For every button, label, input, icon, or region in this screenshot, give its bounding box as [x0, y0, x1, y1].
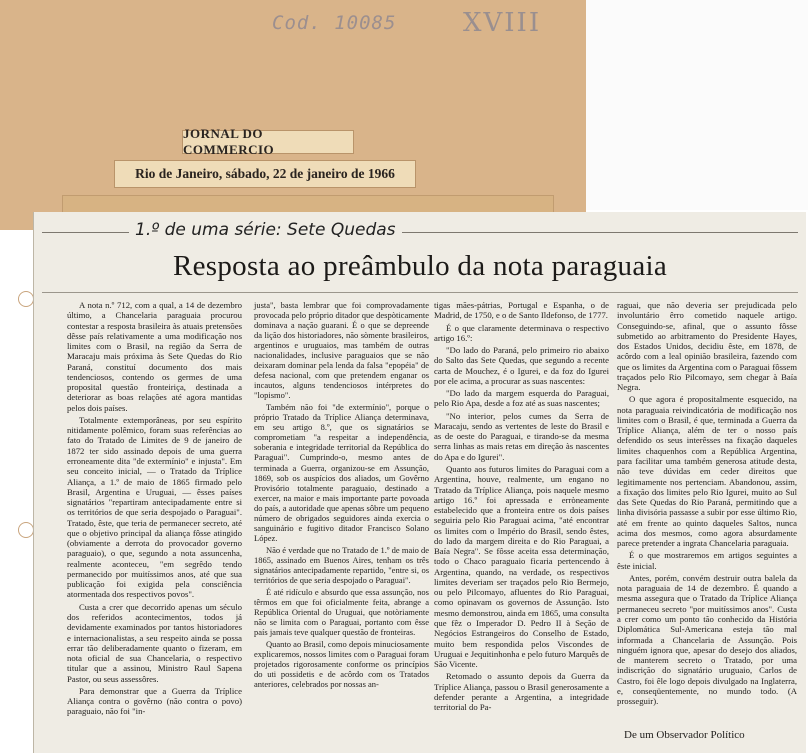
paragraph: raguai, que não deveria ser prejudicada pelo involuntário êrro cometido naquele artigo. Conseguindo-se, afinal, que o assunto fôsse submetido ao arbitramento do Presidente Hayes, dos Estados Unidos, decidiu êste, em 1878, de acôrdo com a leal opinião brasileira, fazendo com que os limites da Argentina com o Paraguai fôssem traçados pelo Rio Pilcomayo, sem chegar à Baía Negra.	[617, 300, 797, 393]
archive-code: Cod. 10085	[272, 12, 397, 34]
paragraph: Quanto ao Brasil, como depois minuciosamente explicaremos, nossos limites com o Paraguai foram projetados rigorosamente conforme os princípios do uti possidetis e de acôrdo com os Tratados anteriores, celebrados por nossas an-	[254, 639, 429, 690]
punch-hole	[18, 291, 34, 307]
roman-numeral-mark: XVIII	[463, 8, 542, 38]
article-column-3	[434, 300, 609, 714]
newspaper-dateline: Rio de Janeiro, sábado, 22 de janeiro de 1966	[114, 160, 416, 188]
paragraph: Antes, porém, convém destruir outra balela da nota paraguaia de 14 de dezembro. É quando a mesma assegura que o Tratado da Tríplice Aliança permaneceu secreto "por muitíssimos anos". Custa a crer como um ponto tão conhecido da História Diplomática Sul-Americana esteja tão mal informada a Chancelaria de Assunção. Pois ninguém ignora que, apesar do desejo dos aliados, de manterem secreto o Tratado, por uma indiscrição do signatário uruguaio, Carlos de Castro, foi êle logo depois divulgado na Inglaterra, e, conseqüentemente, no mundo todo. (A prosseguir).	[617, 572, 797, 707]
paragraph: É o que mostraremos em artigos seguintes a êste inicial.	[617, 550, 797, 571]
paragraph: "Do lado do Paraná, pelo primeiro rio abaixo do Salto das Sete Quedas, que segundo a recente carta de Mouchez, é o Igurei, e da foz do Igurei por ele acima, a procurar as suas nascentes:	[434, 345, 609, 386]
article-column-4	[617, 300, 797, 708]
paragraph: tigas mães-pátrias, Portugal e Espanha, o de Madrid, de 1750, e o de Santo Ildefonso, de 1777.	[434, 300, 609, 321]
paragraph: "Do lado da margem esquerda do Paraguai, pelo Rio Apa, desde a foz até as suas nascentes;	[434, 388, 609, 409]
paragraph: É até ridículo e absurdo que essa assunção, nos têrmos em que foi oficialmente feita, abrange a República Oriental do Uruguai, que notòriamente não se limita com o Paraguai, portanto com êsse país jamais teve qualquer questão de fronteiras.	[254, 586, 429, 637]
paragraph: "No interior, pelos cumes da Serra de Maracaju, sendo as vertentes de leste do Brasil e as de oeste do Paraguai, e tirando-se da mesma serra linhas as mais retas em direção às nascentes do Apa e do Igurei".	[434, 410, 609, 462]
paragraph: É o que claramente determinava o respectivo artigo 16.º:	[434, 322, 609, 343]
paragraph: justa", basta lembrar que foi comprovadamente provocada pelo próprio ditador que despòticamente dominava a nação guarani. É o que se depreende da lição dos historiadores, não sòmente brasileiros, argentinos e uruguaios, mas também de outras nacionalidades, inclusive paraguaios que se não deixaram dominar pela lenda da falsa "epopéia" de defesa nacional, com que pretendem enganar os incautos, alguns tendenciosos intérpretes do "lopismo".	[254, 300, 429, 401]
punch-hole	[18, 522, 34, 538]
paragraph: Não é verdade que no Tratado de 1.º de maio de 1865, assinado em Buenos Aires, tenham os três signatários antecipadamente repartido, "entre si, os territórios de que seria despojado o Paraguai".	[254, 544, 429, 585]
paragraph: Quanto aos futuros limites do Paraguai com a Argentina, houve, realmente, um engano no Tratado da Tríplice Aliança, pois naquele mesmo artigo 16.º foi apressada e erròneamente estabelecido que a fronteira entre os dois países seguiria pelo Rio Paraguai acima, "até encontrar os limites com o Império do Brasil, sendo êstes, do lado da margem direita e do Rio Paraguai, a Baía Negra". Se fôsse aceita essa determinação, todo o Chaco paraguaio ficaria pertencendo à Argentina, quando, na verdade, os respectivos limites deveriam ser traçados pelo Rio Bermejo, ou pelo Pilcomayo, afluentes do Rio Paraguai, como opinavam os governos de Assunção. Isto mesmo demonstrou, ainda em 1865, uma consulta que fêz o Imperador D. Pedro II à Seção de Negócios Estrangeiros do Conselho de Estado, muito bem respondida pelos Viscondes de Uruguai e Jequitinhonha e pelo futuro Marquês de São Vicente.	[434, 463, 609, 670]
blank-margin	[586, 0, 808, 210]
paragraph: O que agora é propositalmente esquecido, na nota paraguaia reivindicatória de modificação nos limites com o Brasil, é que, terminada a Guerra da Tríplice Aliança, além de ter o nosso país defendido os seus interêsses na fixação daqueles limites chaquenhos com a República Argentina, para facilitar uma também generosa atitude desta, não teve dúvidas em ceder direitos que legitimamente nos pertenciam. Abandonou, assim, a fixação dos limites pelo Rio Igurei, muito ao Sul das Sete Quedas do Rio Paraná, permitindo que a linha divisória passasse a subir por esse último Rio, até em frente ao quinto daqueles Saltos, nunca acima dos mesmos, como agora absurdamente parece pretender a ingrata Chancelaria paraguaia.	[617, 394, 797, 549]
paragraph: Totalmente extemporâneas, por seu espírito nitidamente polêmico, foram suas referências ao fato do Tratado de Limites de 9 de janeiro de 1872 ter sido assinado depois de uma guerra erroneamente dita "de extermínio" e injusta". Em seu conceito inicial, — o Tratado da Tríplice Aliança, a 1.º de maio de 1865 firmado pelo Brasil, Argentina e Uruguai, — êsses países signatários "repartiram antecipadamente entre si os territórios de que seria despojado o Paraguai". Tratado, êste, que teria de permanecer secreto, até que o objetivo principal da aliança fôsse atingido (obviamente a derrota do provocador governo paraguaio), o que, segundo a nota assuncenha, realmente aconteceu, "em segrêdo tendo permanecido por muitíssimos anos, até que sua publicação foi exigida pela consciência atormentada dos respectivos povos".	[67, 414, 242, 600]
paragraph: Para demonstrar que a Guerra da Tríplice Aliança contra o govêrno (não contra o povo) paraguaio, não foi "in-	[67, 685, 242, 717]
article-column-1	[67, 300, 242, 719]
paragraph: A nota n.º 712, com a qual, a 14 de dezembro último, a Chancelaria paraguaia procurou contestar a resposta brasileira às atuais pretensões dêsse país relativamente a uma modificação nos limites com o Brasil, na região da Serra de Maracaju mais próxima às Sete Quedas do Rio Paraná, constituí documento dos mais tendenciosos, contendo os germes de uma proposital questão fronteiriça, destinada a deteriorar as boas relações até agora mantidas pelos dois países.	[67, 300, 242, 413]
newspaper-name: JORNAL DO COMMERCIO	[182, 130, 354, 154]
title-rule	[42, 292, 798, 293]
article-title: Resposta ao preâmbulo da nota paraguaia	[172, 250, 668, 282]
series-heading: 1.º de uma série: Sete Quedas	[129, 220, 402, 240]
article-clipping	[33, 212, 806, 753]
paragraph: Custa a crer que decorrido apenas um século dos referidos acontecimentos, todos já devidamente examinados por tantos historiadores e internacionalistas, a seu respeito ainda se possa errar tão deliberadamente quanto o fizeram, em nota oficial de sua Chancelaria, o respectivo titular que a assinou, Ministro Raul Sapena Pastor, ou seus assessôres.	[67, 601, 242, 684]
article-column-2	[254, 300, 429, 691]
paragraph: Também não foi "de extermínio", porque o próprio Tratado da Tríplice Aliança determinava, em seu artigo 8.º, que os signatários se comprometiam "a respeitar a independência, soberania e integridade territorial da República do Paraguai". Cumprindo-o, mesmo antes de terminada a Guerra, organizou-se em Assunção, 1869, sob os auspícios dos aliados, um Govêrno Provisório totalmente paraguaio, destinado a exercer, na maior e mais importante parte povoada do país, a autoridade que apenas sôbre um pequeno número de obrigados seguidores ainda exercia o sanguinário e fugitivo ditador Francisco Solano López.	[254, 402, 429, 543]
paragraph: Retomado o assunto depois da Guerra da Tríplice Aliança, passou o Brasil generosamente a defender perante a Argentina, a integridade territorial do Pa-	[434, 671, 609, 713]
article-signature: De um Observador Político	[624, 729, 745, 741]
